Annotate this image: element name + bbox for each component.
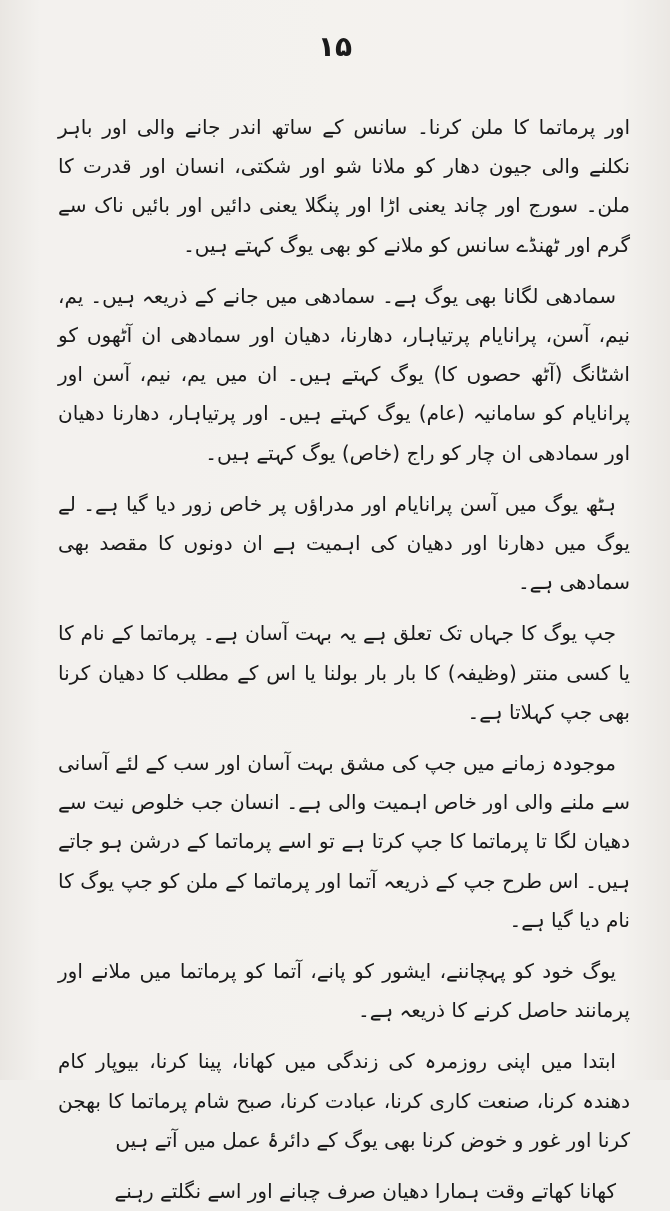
paragraph: سمادھی لگانا بھی یوگ ہے۔ سمادھی میں جانے کے ذریعہ ہیں۔ یم، نیم، آسن، پرانایام پرتیاہار، دھارنا، دھیان اور سمادھی ان آٹھوں کو اشٹانگ (آٹھ حصوں کا) یوگ کہتے ہیں۔ ان میں یم، نیم، آسن اور پرانایام کو سامانیہ (عام) یوگ کہتے ہیں۔ اور پرتیاہار، دھارنا دھیان اور سمادھی ان چار کو راج (خاص) یوگ کہتے ہیں۔ [58, 283, 630, 465]
body-text [58, 108, 630, 1211]
paragraph: ہٹھ یوگ میں آسن پرانایام اور مدراؤں پر خاص زور دیا گیا ہے۔ لے یوگ میں دھارنا اور دھیان کی اہمیت ہے ان دونوں کا مقصد بھی سمادھی ہے۔ [58, 491, 630, 595]
page-number: ۱۵ [317, 30, 353, 63]
paragraph: یوگ خود کو پہچاننے، ایشور کو پانے، آتما کو پرماتما میں ملانے اور پرمانند حاصل کرنے کا ذریعہ ہے۔ [58, 959, 630, 1023]
paragraph: موجودہ زمانے میں جپ کی مشق بہت آسان اور سب کے لئے آسانی سے ملنے والی اور خاص اہمیت والی ہے۔ انسان جب خلوص نیت سے دھیان لگا تا پرماتما کا جپ کرتا ہے تو اسے پرماتما کے درشن ہو جاتے ہیں۔ اس طرح جپ کے ذریعہ آتما اور پرماتما کے ملن کو جپ یوگ کا نام دیا گیا ہے۔ [58, 751, 630, 932]
paragraph: جپ یوگ کا جہاں تک تعلق ہے یہ بہت آسان ہے۔ پرماتما کے نام کا یا کسی منتر (وظیفہ) کا بار بار بولنا یا اس کے مطلب کا دھیان کرنا بھی جپ کہلاتا ہے۔ [58, 621, 630, 724]
paragraph: اور پرماتما کا ملن کرنا۔ سانس کے ساتھ اندر جانے والی اور باہر نکلنے والی جیون دھار کو ملانا شو اور شکتی، انسان اور قدرت کا ملن۔ سورج اور چاند یعنی اڑا اور پنگلا یعنی دائیں اور بائیں ناک سے گرم اور ٹھنڈے سانس کو ملانے کو بھی یوگ کہتے ہیں۔ [58, 115, 630, 257]
paragraph: کھانا کھاتے وقت ہمارا دھیان صرف چبانے اور اسے نگلتے رہنے [114, 1179, 616, 1204]
paragraph: ابتدا میں اپنی روزمرہ کی زندگی میں کھانا، پینا کرنا، بیوپار کام دھندہ کرنا، صنعت کاری کرنا، عبادت کرنا، صبح شام پرماتما کا بھجن کرنا اور غور و خوض کرنا بھی یوگ کے دائرۂ عمل میں آتے ہیں [58, 1049, 630, 1152]
